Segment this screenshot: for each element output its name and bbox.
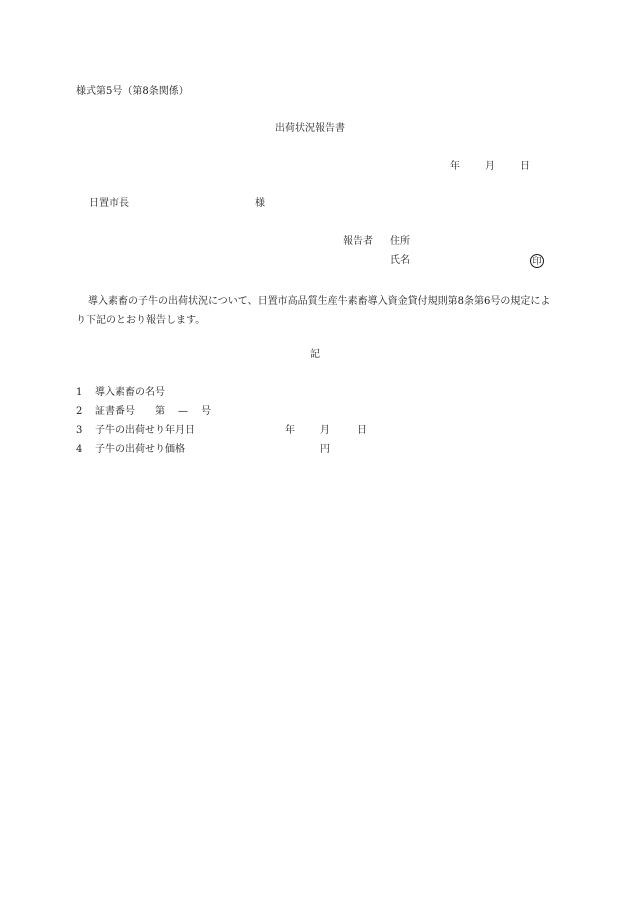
- item-label: 子牛の出荷せり価格: [95, 444, 185, 455]
- certificate-dash: —: [178, 406, 188, 417]
- item-number: 1: [76, 387, 83, 398]
- ki-heading: 記: [310, 349, 320, 360]
- date-year-label: 年: [450, 161, 460, 172]
- item-label: 証書番号: [95, 406, 135, 417]
- price-unit: 円: [320, 444, 330, 455]
- date-day-label: 日: [520, 161, 530, 172]
- seal-mark: 印: [530, 254, 544, 268]
- shipment-day-label: 日: [357, 425, 367, 436]
- reporter-name-label: 氏名: [390, 255, 410, 266]
- document-title: 出荷状況報告書: [275, 123, 345, 134]
- item-label: 導入素畜の名号: [95, 387, 165, 398]
- shipment-year-label: 年: [285, 425, 295, 436]
- shipment-month-label: 月: [320, 425, 330, 436]
- reporter-label: 報告者: [343, 236, 373, 247]
- addressee-honorific: 様: [255, 198, 265, 209]
- body-paragraph: [76, 292, 558, 330]
- certificate-suffix: 号: [201, 406, 211, 417]
- item-number: 2: [76, 406, 83, 417]
- item-number: 4: [76, 444, 83, 455]
- body-text: 導入素畜の子牛の出荷状況について、日置市高品質生産牛素畜導入資金貸付規則第8条第6号の規定により下記のとおり報告します。: [76, 296, 551, 326]
- form-number: 様式第5号（第8条関係）: [76, 86, 189, 97]
- reporter-address-label: 住所: [390, 236, 410, 247]
- date-month-label: 月: [485, 161, 495, 172]
- item-number: 3: [76, 425, 83, 436]
- item-label: 子牛の出荷せり年月日: [95, 425, 195, 436]
- addressee-name: 日置市長: [89, 198, 129, 209]
- certificate-prefix: 第: [155, 406, 165, 417]
